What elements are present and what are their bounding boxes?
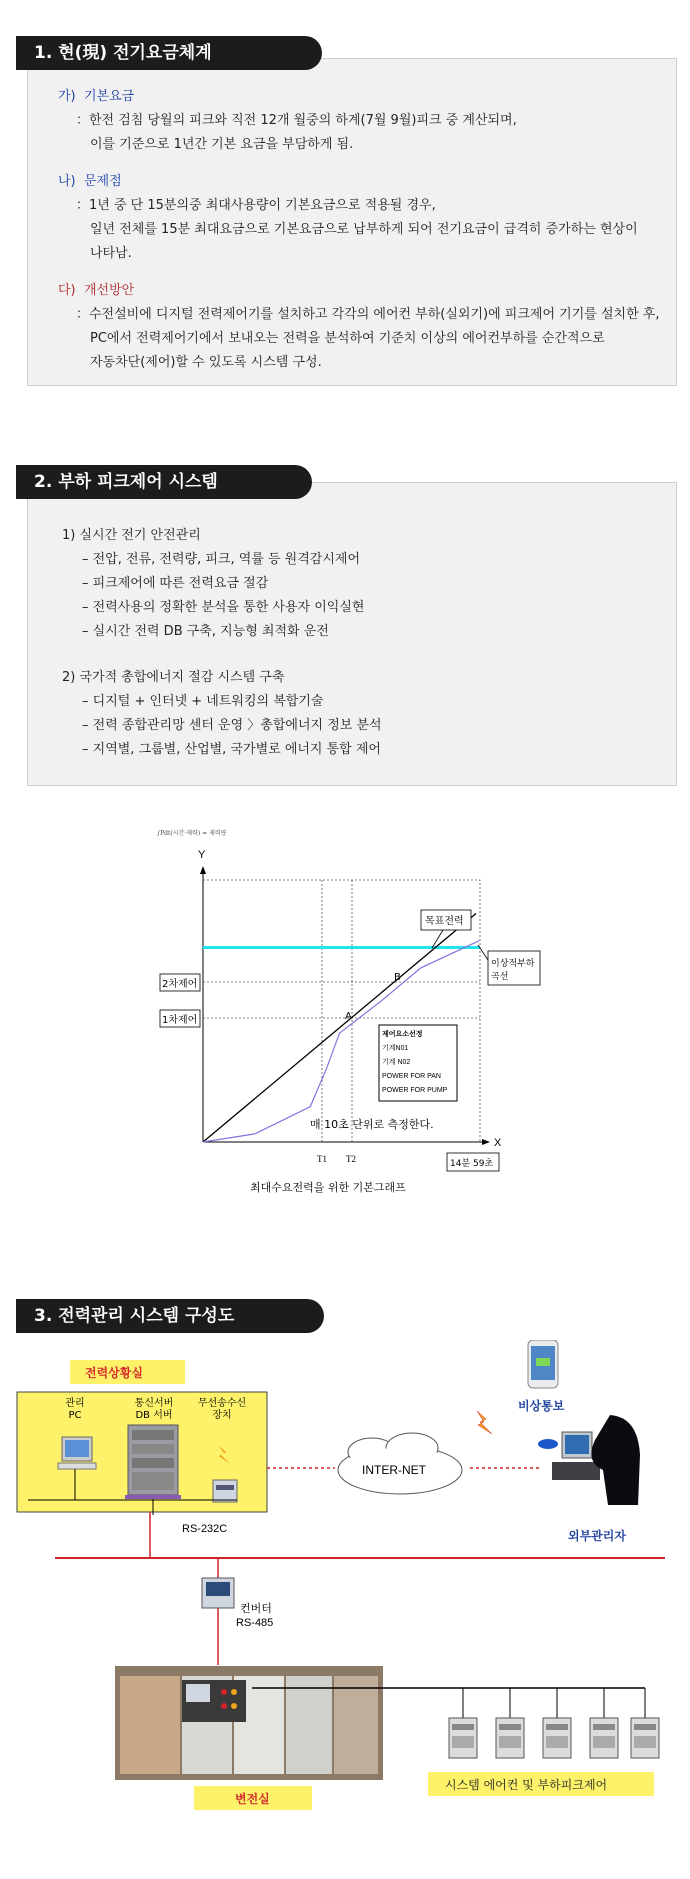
- curve-label: 이상적부하 곡선: [491, 959, 535, 982]
- y-axis-arrow: [200, 866, 206, 874]
- s1b-line3: 나타남.: [90, 246, 132, 261]
- s2-group2-item: – 디지털 + 인터넷 + 네트워킹의 복합기술: [82, 694, 324, 709]
- rs485-label: RS-485: [236, 1617, 274, 1629]
- end-label: 14분 59초: [450, 1159, 494, 1169]
- s1c-line1: ：수전설비에 디지털 전력제어기를 설치하고 각각의 에어컨 부하(실외기)에 피크제어 기기를 설치한 후,: [76, 307, 660, 322]
- control-box-title: 제어요소선정: [382, 1030, 423, 1038]
- outdoor-unit-icon: [449, 1688, 477, 1758]
- converter-label: 컨버터: [240, 1602, 272, 1615]
- peak-control-chart: [0, 820, 690, 1220]
- level1-label: 1차제어: [162, 1015, 198, 1026]
- section3-title: 3. 전력관리 시스템 구성도: [16, 1299, 324, 1333]
- pc-label: 관리 PC: [65, 1398, 85, 1421]
- s2-group1-item: – 전압, 전류, 전력량, 피크, 역률 등 원격감시제어: [82, 552, 360, 567]
- s1a-line2: 이를 기준으로 1년간 기본 요금을 부담하게 됨.: [90, 137, 354, 152]
- s1c-marker: 다): [58, 283, 76, 298]
- s2-group2-item: – 지역별, 그룹별, 산업별, 국가별로 에너지 통합 제어: [82, 742, 381, 757]
- system-diagram: [0, 1340, 690, 1879]
- s1c-line3: 자동차단(제어)할 수 있도록 시스템 구성.: [90, 355, 322, 370]
- room-label: 전력상황실: [85, 1366, 143, 1380]
- external-manager-icon: [538, 1415, 640, 1505]
- outdoor-unit-icon: [543, 1688, 571, 1758]
- chart-y-label: Y: [198, 849, 206, 861]
- radio-label: 무선송수신 장치: [197, 1398, 247, 1421]
- chart-x-label: X: [494, 1137, 502, 1149]
- internet-label: INTER-NET: [362, 1463, 426, 1477]
- x-axis-arrow: [482, 1139, 490, 1145]
- s2-group2-heading: 2) 국가적 총합에너지 절감 시스템 구축: [62, 670, 285, 685]
- s1b-line1: ：1년 중 단 15분의중 최대사용량이 기본요금으로 적용될 경우,: [76, 198, 436, 213]
- s1b-marker: 나): [58, 174, 76, 189]
- chart-caption: 최대수요전력을 위한 기본그래프: [250, 1181, 406, 1194]
- section2-title: 2. 부하 피크제어 시스템: [16, 465, 312, 499]
- converter-icon: [202, 1578, 234, 1608]
- point-a-label: A: [345, 1011, 352, 1022]
- s1c-line2: PC에서 전력제어기에서 보내오는 전력을 분석하여 기준치 이상의 에어컨부하를 순간적으로: [90, 331, 605, 346]
- s2-group1-item: – 실시간 전력 DB 구축, 지능형 최적화 운전: [82, 624, 329, 639]
- s1a-line1: ：한전 검침 당월의 피크와 직전 12개 월중의 하계(7월 9월)피크 중 계산되며,: [76, 113, 517, 128]
- smartphone-icon: [528, 1340, 558, 1388]
- control-box-item: 기계 N02: [382, 1059, 411, 1066]
- x-tick-t2: T2: [346, 1154, 356, 1164]
- s1b-line2: 일년 전체를 15분 최대요금으로 기본요금으로 납부하게 되어 전기요금이 급격히 증가하는 현상이: [90, 222, 638, 237]
- substation-panel-image: [115, 1666, 383, 1780]
- point-b-label: B: [394, 972, 401, 983]
- server-label: 통신서버 DB 서버: [134, 1398, 174, 1421]
- outdoor-unit-icon: [496, 1688, 524, 1758]
- target-label: 목표전력: [425, 916, 464, 927]
- s1c-heading: 개선방안: [84, 283, 135, 298]
- x-tick-t1: T1: [317, 1154, 327, 1164]
- outdoor-unit-icon: [590, 1688, 618, 1758]
- curve-pointer: [478, 945, 488, 960]
- control-box-item: POWER FOR PAN: [382, 1073, 441, 1080]
- lightning-icon: [477, 1411, 492, 1434]
- s2-group1-heading: 1) 실시간 전기 안전관리: [62, 528, 201, 543]
- system-label: 시스템 에어컨 및 부하피크제어: [445, 1778, 608, 1792]
- s2-group1-item: – 전력사용의 정확한 분석을 통한 사용자 이익실현: [82, 600, 365, 615]
- s1b-heading: 문제점: [84, 174, 122, 189]
- control-box-item: POWER FOR PUMP: [382, 1087, 448, 1094]
- s1a-heading: 기본요금: [84, 89, 135, 104]
- alarm-label: 비상통보: [518, 1399, 565, 1413]
- computer-icon: [58, 1437, 96, 1469]
- target-power-line: [203, 946, 480, 949]
- substation-label: 변전실: [235, 1792, 270, 1806]
- s2-group1-item: – 피크제어에 따른 전력요금 절감: [82, 576, 269, 591]
- measure-note: 매 10초 단위로 측정한다.: [310, 1118, 434, 1131]
- level2-label: 2차제어: [162, 979, 198, 990]
- s1a-marker: 가): [58, 89, 76, 104]
- control-box-item: 기계N01: [382, 1045, 409, 1052]
- chart-formula: ∫Pdt(시간·제력) = 제력량: [157, 830, 227, 837]
- section1-title: 1. 현(現) 전기요금체계: [16, 36, 322, 70]
- server-rack-icon: [125, 1425, 181, 1499]
- s2-group2-item: – 전력 종합관리망 센터 운영 〉총합에너지 정보 분석: [82, 718, 382, 733]
- rs232-label: RS-232C: [182, 1523, 228, 1535]
- external-manager-label: 외부관리자: [568, 1529, 626, 1543]
- outdoor-unit-icon: [631, 1688, 659, 1758]
